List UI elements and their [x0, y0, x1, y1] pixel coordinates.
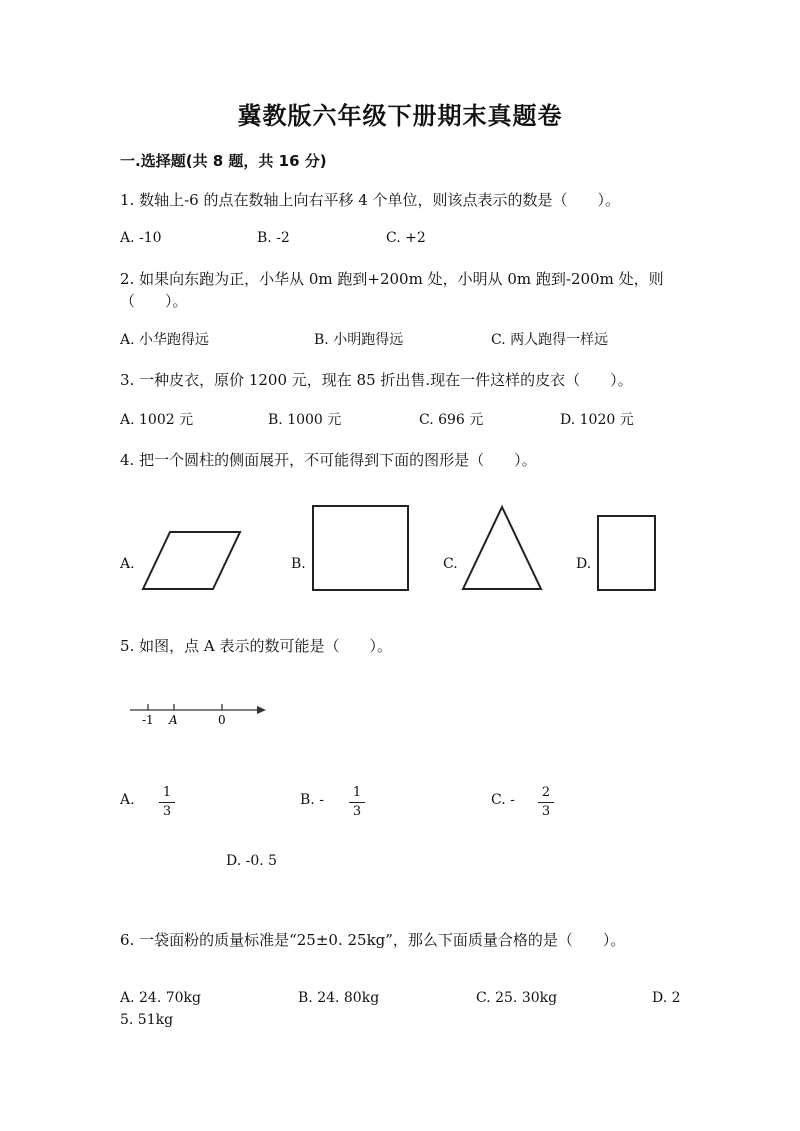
- q1-option-c: C. +2: [386, 230, 426, 246]
- square-shape: [313, 506, 408, 590]
- label-point-a: A: [169, 713, 178, 727]
- q5-option-b-fraction: 1 3: [349, 785, 365, 820]
- q5-option-a-fraction: 1 3: [159, 785, 175, 820]
- question-2-line1: 2. 如果向东跑为正，小华从 0m 跑到+200m 处，小明从 0m 跑到-200m 处，则: [120, 270, 664, 288]
- q5-option-d: D. -0. 5: [226, 853, 278, 869]
- q6-option-b: B. 24. 80kg: [298, 990, 380, 1006]
- section-heading: 一.选择题(共 8 题，共 16 分): [120, 152, 327, 170]
- q6-option-c: C. 25. 30kg: [476, 990, 558, 1006]
- parallelogram-shape: [143, 532, 240, 589]
- q5-option-c-fraction: 2 3: [538, 785, 554, 820]
- question-4: 4. 把一个圆柱的侧面展开，不可能得到下面的图形是（ ）。: [120, 451, 537, 469]
- q5-option-a-label: A.: [120, 792, 135, 808]
- page-title: 冀教版六年级下册期末真题卷: [237, 102, 563, 130]
- q2-option-b: B. 小明跑得远: [314, 332, 404, 348]
- triangle-shape: [463, 507, 541, 589]
- q6-option-a: A. 24. 70kg: [120, 990, 201, 1006]
- q2-option-c: C. 两人跑得一样远: [491, 332, 609, 348]
- q3-option-b: B. 1000 元: [268, 412, 342, 428]
- question-2-line2: （ ）。: [120, 292, 188, 310]
- question-3: 3. 一种皮衣，原价 1200 元，现在 85 折出售.现在一件这样的皮衣（ ）。: [120, 371, 633, 389]
- q6-option-d: D. 2: [652, 990, 681, 1006]
- q3-option-d: D. 1020 元: [560, 412, 634, 428]
- question-5: 5. 如图，点 A 表示的数可能是（ ）。: [120, 637, 392, 655]
- question-1: 1. 数轴上-6 的点在数轴上向右平移 4 个单位，则该点表示的数是（ ）。: [120, 191, 621, 209]
- q1-option-a: A. -10: [120, 230, 162, 246]
- q3-option-c: C. 696 元: [419, 412, 484, 428]
- q5-option-c-label: C. -: [491, 792, 515, 808]
- question-6: 6. 一袋面粉的质量标准是“25±0. 25kg”，那么下面质量合格的是（ ）。: [120, 931, 626, 949]
- number-line: [120, 690, 280, 735]
- q4-label-b: B.: [291, 556, 306, 572]
- q4-label-d: D.: [576, 556, 592, 572]
- q4-label-a: A.: [120, 556, 135, 572]
- q6-option-d-wrap: 5. 51kg: [120, 1012, 174, 1028]
- rectangle-shape: [598, 516, 655, 590]
- q3-option-a: A. 1002 元: [120, 412, 194, 428]
- label-zero: 0: [218, 713, 226, 727]
- q2-option-a: A. 小华跑得远: [120, 332, 210, 348]
- label-neg1: -1: [142, 713, 154, 727]
- q4-label-c: C.: [443, 556, 458, 572]
- q5-option-b-label: B. -: [300, 792, 324, 808]
- q1-option-b: B. -2: [257, 230, 290, 246]
